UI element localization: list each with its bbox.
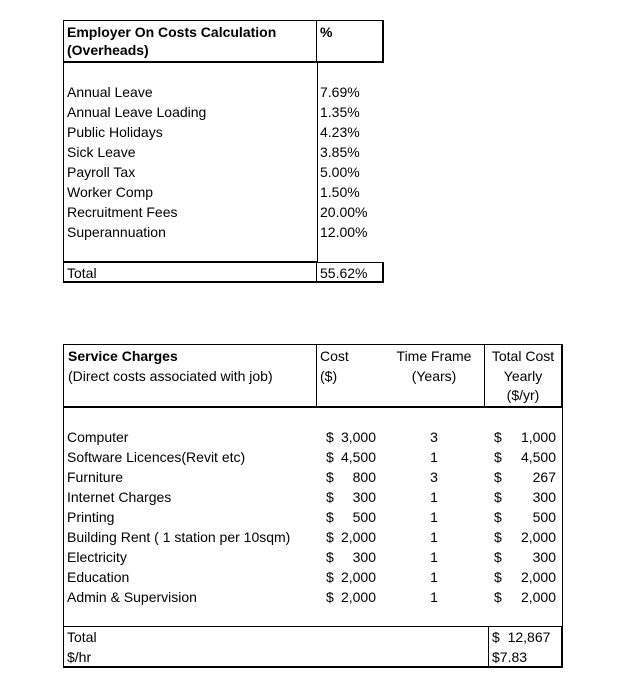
service-total-symbol: $	[494, 529, 502, 545]
service-title: Service Charges	[68, 348, 178, 364]
service-total-value: $ 12,867	[492, 629, 551, 645]
oncost-label: Annual Leave	[67, 84, 153, 100]
service-years: 1	[430, 529, 438, 545]
service-total: 300	[532, 549, 556, 565]
service-label: Computer	[67, 429, 129, 445]
total-cost-column-sub: Yearly	[503, 368, 543, 384]
oncost-label: Sick Leave	[67, 144, 136, 160]
service-years: 1	[430, 569, 438, 585]
service-cost-symbol: $	[326, 569, 334, 585]
service-cost-symbol: $	[326, 489, 334, 505]
oncosts-subtitle: (Overheads)	[67, 42, 149, 58]
service-total-symbol: $	[494, 569, 502, 585]
oncost-value: 3.85%	[320, 144, 360, 160]
service-cost-symbol: $	[326, 429, 334, 445]
service-total-symbol: $	[494, 589, 502, 605]
service-label: Printing	[67, 509, 115, 525]
oncost-total-value: 55.62%	[320, 265, 368, 281]
service-total: 2,000	[520, 529, 556, 545]
service-label: Admin & Supervision	[67, 589, 197, 605]
service-label: Internet Charges	[67, 489, 172, 505]
service-cost: 2,000	[340, 529, 376, 545]
oncost-label: Worker Comp	[67, 184, 154, 200]
oncost-label: Payroll Tax	[67, 164, 136, 180]
timeframe-column-header: Time Frame	[396, 348, 472, 364]
service-label: Building Rent ( 1 station per 10sqm)	[67, 529, 291, 545]
service-cost-symbol: $	[326, 509, 334, 525]
service-total-symbol: $	[494, 549, 502, 565]
total-cost-column-header: Total Cost	[491, 348, 555, 364]
service-years: 1	[430, 549, 438, 565]
service-cost: 2,000	[340, 589, 376, 605]
oncost-label: Public Holidays	[67, 124, 163, 140]
service-total: 4,500	[520, 449, 556, 465]
service-total: 2,000	[520, 569, 556, 585]
service-total: 1,000	[520, 429, 556, 445]
percent-column-header: %	[320, 24, 333, 40]
cost-column-header: Cost	[320, 348, 349, 364]
service-total: 2,000	[520, 589, 556, 605]
oncost-value: 5.00%	[320, 164, 360, 180]
oncost-value: 12.00%	[320, 224, 368, 240]
service-cost-symbol: $	[326, 589, 334, 605]
cost-column-unit: ($)	[320, 368, 338, 384]
oncost-value: 1.50%	[320, 184, 360, 200]
service-label: Education	[67, 569, 130, 585]
service-cost-symbol: $	[326, 549, 334, 565]
per-hour-value: $7.83	[492, 649, 528, 665]
oncost-label: Recruitment Fees	[67, 204, 178, 220]
service-total-symbol: $	[494, 469, 502, 485]
service-cost: 2,000	[340, 569, 376, 585]
service-label: Electricity	[67, 549, 127, 565]
oncost-total-label: Total	[67, 265, 97, 281]
oncost-value: 20.00%	[320, 204, 368, 220]
service-total: 267	[532, 469, 556, 485]
oncost-value: 1.35%	[320, 104, 360, 120]
service-years: 3	[430, 469, 438, 485]
service-total-label: Total	[67, 629, 97, 645]
service-label: Furniture	[67, 469, 124, 485]
service-years: 3	[430, 429, 438, 445]
service-years: 1	[430, 449, 438, 465]
per-hour-label: $/hr	[67, 649, 92, 665]
service-subtitle: (Direct costs associated with job)	[68, 368, 273, 384]
oncost-value: 7.69%	[320, 84, 360, 100]
service-cost: 4,500	[340, 449, 376, 465]
service-cost: 300	[352, 489, 376, 505]
service-label: Software Licences(Revit etc)	[67, 449, 246, 465]
service-total-symbol: $	[494, 429, 502, 445]
oncosts-title: Employer On Costs Calculation	[67, 24, 277, 40]
service-total: 300	[532, 489, 556, 505]
total-cost-column-unit: ($/yr)	[506, 387, 540, 403]
service-total-symbol: $	[494, 509, 502, 525]
oncost-value: 4.23%	[320, 124, 360, 140]
oncost-label: Superannuation	[67, 224, 166, 240]
service-years: 1	[430, 589, 438, 605]
service-total-symbol: $	[494, 449, 502, 465]
service-cost: 500	[352, 509, 376, 525]
oncost-label: Annual Leave Loading	[67, 104, 207, 120]
service-cost-symbol: $	[326, 529, 334, 545]
service-years: 1	[430, 509, 438, 525]
service-cost-symbol: $	[326, 469, 334, 485]
service-cost-symbol: $	[326, 449, 334, 465]
service-cost: 800	[352, 469, 376, 485]
service-cost: 3,000	[340, 429, 376, 445]
service-cost: 300	[352, 549, 376, 565]
service-total: 500	[532, 509, 556, 525]
service-years: 1	[430, 489, 438, 505]
timeframe-column-unit: (Years)	[411, 368, 457, 384]
service-total-symbol: $	[494, 489, 502, 505]
